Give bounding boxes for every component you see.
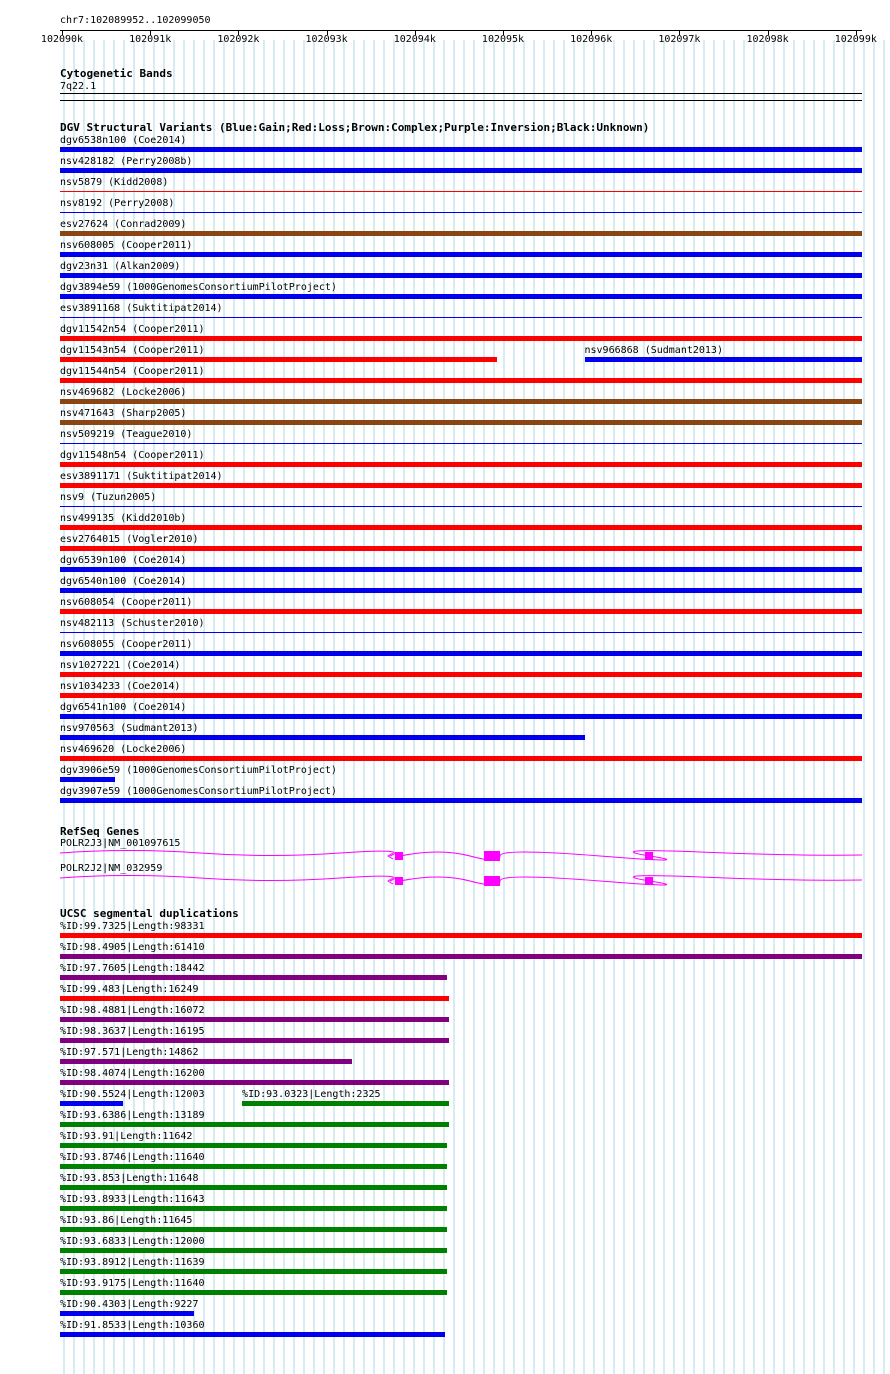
feature-label[interactable]: dgv6538n100 (Coe2014) bbox=[60, 135, 187, 146]
feature-bar[interactable] bbox=[60, 420, 862, 425]
feature-bar[interactable] bbox=[60, 1290, 447, 1295]
feature-label[interactable]: esv3891168 (Suktitipat2014) bbox=[60, 303, 223, 314]
feature-label[interactable]: %ID:90.5524|Length:12003 bbox=[60, 1089, 205, 1100]
feature-bar[interactable] bbox=[60, 252, 862, 257]
segdup-track-title[interactable]: UCSC segmental duplications bbox=[60, 907, 239, 920]
feature-label[interactable]: %ID:93.6833|Length:12000 bbox=[60, 1236, 205, 1247]
feature-bar[interactable] bbox=[60, 168, 862, 173]
feature-label[interactable]: %ID:93.0323|Length:2325 bbox=[242, 1089, 381, 1100]
feature-label[interactable]: %ID:99.7325|Length:98331 bbox=[60, 921, 205, 932]
feature-label[interactable]: %ID:98.3637|Length:16195 bbox=[60, 1026, 205, 1037]
ruler-tick-label: 102097k bbox=[658, 34, 701, 45]
feature-bar[interactable] bbox=[60, 443, 862, 444]
exon bbox=[645, 877, 653, 885]
feature-bar[interactable] bbox=[60, 798, 862, 803]
feature-label[interactable]: %ID:97.571|Length:14862 bbox=[60, 1047, 199, 1058]
feature-label[interactable]: %ID:91.8533|Length:10360 bbox=[60, 1320, 205, 1331]
feature-label[interactable]: nsv428182 (Perry2008b) bbox=[60, 156, 193, 167]
feature-label[interactable]: esv2764015 (Vogler2010) bbox=[60, 534, 199, 545]
feature-label[interactable]: dgv3894e59 (1000GenomesConsortiumPilotProject) bbox=[60, 282, 337, 293]
feature-label[interactable]: dgv11544n54 (Cooper2011) bbox=[60, 366, 205, 377]
dgv-track-title[interactable]: DGV Structural Variants (Blue:Gain;Red:Loss;Brown:Complex;Purple:Inversion;Black:Unknown) bbox=[60, 121, 650, 134]
ruler-tick-label: 102091k bbox=[129, 34, 172, 45]
feature-bar[interactable] bbox=[60, 777, 115, 782]
feature-label[interactable]: %ID:98.4905|Length:61410 bbox=[60, 942, 205, 953]
feature-bar[interactable] bbox=[60, 294, 862, 299]
feature-bar[interactable] bbox=[60, 1080, 449, 1085]
feature-label[interactable]: dgv11542n54 (Cooper2011) bbox=[60, 324, 205, 335]
feature-label[interactable]: dgv6541n100 (Coe2014) bbox=[60, 702, 187, 713]
feature-bar[interactable] bbox=[60, 954, 862, 959]
ruler-axis bbox=[60, 30, 862, 31]
feature-bar[interactable] bbox=[60, 378, 862, 383]
feature-label[interactable]: dgv3907e59 (1000GenomesConsortiumPilotProject) bbox=[60, 786, 337, 797]
feature-label[interactable]: nsv471643 (Sharp2005) bbox=[60, 408, 187, 419]
feature-bar[interactable] bbox=[60, 546, 862, 551]
feature-bar[interactable] bbox=[60, 672, 862, 677]
feature-bar[interactable] bbox=[60, 1038, 449, 1043]
feature-bar[interactable] bbox=[60, 1332, 445, 1337]
feature-bar[interactable] bbox=[60, 933, 862, 938]
feature-label[interactable]: nsv608005 (Cooper2011) bbox=[60, 240, 193, 251]
exon bbox=[645, 852, 653, 860]
feature-label[interactable]: nsv482113 (Schuster2010) bbox=[60, 618, 205, 629]
feature-bar[interactable] bbox=[60, 462, 862, 467]
ruler-tick-label: 102094k bbox=[393, 34, 436, 45]
feature-label[interactable]: %ID:93.6386|Length:13189 bbox=[60, 1110, 205, 1121]
exon bbox=[395, 852, 403, 860]
feature-label[interactable]: %ID:93.91|Length:11642 bbox=[60, 1131, 193, 1142]
feature-bar[interactable] bbox=[60, 1248, 447, 1253]
feature-label[interactable]: %ID:93.8933|Length:11643 bbox=[60, 1194, 205, 1205]
feature-label[interactable]: dgv6539n100 (Coe2014) bbox=[60, 555, 187, 566]
refseq-track-title[interactable]: RefSeq Genes bbox=[60, 825, 140, 838]
feature-label[interactable]: dgv3906e59 (1000GenomesConsortiumPilotProject) bbox=[60, 765, 337, 776]
feature-bar[interactable] bbox=[60, 231, 862, 236]
feature-label[interactable]: %ID:93.8912|Length:11639 bbox=[60, 1257, 205, 1268]
feature-label[interactable]: nsv608055 (Cooper2011) bbox=[60, 639, 193, 650]
feature-label[interactable]: %ID:99.483|Length:16249 bbox=[60, 984, 199, 995]
feature-label[interactable]: %ID:93.8746|Length:11640 bbox=[60, 1152, 205, 1163]
ruler-tick-label: 102099k bbox=[834, 34, 877, 45]
feature-label[interactable]: %ID:98.4074|Length:16200 bbox=[60, 1068, 205, 1079]
feature-bar[interactable] bbox=[60, 693, 862, 698]
feature-bar[interactable] bbox=[242, 1101, 449, 1106]
feature-bar[interactable] bbox=[60, 609, 862, 614]
feature-label[interactable]: %ID:98.4881|Length:16072 bbox=[60, 1005, 205, 1016]
feature-bar[interactable] bbox=[60, 756, 862, 761]
feature-bar[interactable] bbox=[60, 1017, 449, 1022]
feature-label[interactable]: dgv11543n54 (Cooper2011) bbox=[60, 345, 205, 356]
feature-label[interactable]: %ID:97.7605|Length:18442 bbox=[60, 963, 205, 974]
feature-bar[interactable] bbox=[60, 1185, 447, 1190]
feature-label[interactable]: nsv1034233 (Coe2014) bbox=[60, 681, 181, 692]
feature-label[interactable]: nsv1027221 (Coe2014) bbox=[60, 660, 181, 671]
feature-label[interactable]: %ID:93.853|Length:11648 bbox=[60, 1173, 199, 1184]
feature-label[interactable]: dgv23n31 (Alkan2009) bbox=[60, 261, 181, 272]
feature-bar[interactable] bbox=[60, 273, 862, 278]
feature-bar[interactable] bbox=[585, 357, 862, 362]
feature-bar[interactable] bbox=[60, 357, 497, 362]
feature-bar[interactable] bbox=[60, 975, 447, 980]
feature-bar[interactable] bbox=[60, 336, 862, 341]
position-label: chr7:102089952..102099050 bbox=[60, 15, 211, 26]
feature-bar[interactable] bbox=[60, 588, 862, 593]
cyto-band-label: 7q22.1 bbox=[60, 81, 97, 92]
feature-label[interactable]: dgv11548n54 (Cooper2011) bbox=[60, 450, 205, 461]
exon bbox=[484, 851, 500, 861]
feature-bar[interactable] bbox=[60, 525, 862, 530]
exon bbox=[484, 876, 500, 886]
feature-bar[interactable] bbox=[60, 506, 862, 507]
ruler-tick-label: 102098k bbox=[746, 34, 789, 45]
feature-bar[interactable] bbox=[60, 399, 862, 404]
feature-label[interactable]: nsv499135 (Kidd2010b) bbox=[60, 513, 187, 524]
feature-bar[interactable] bbox=[60, 735, 585, 740]
feature-label[interactable]: %ID:93.86|Length:11645 bbox=[60, 1215, 193, 1226]
ruler-tick-label: 102096k bbox=[570, 34, 613, 45]
feature-bar[interactable] bbox=[60, 1059, 352, 1064]
cyto-band-bottom bbox=[60, 100, 862, 101]
feature-label[interactable]: nsv608054 (Cooper2011) bbox=[60, 597, 193, 608]
feature-bar[interactable] bbox=[60, 212, 862, 213]
feature-bar[interactable] bbox=[60, 1311, 194, 1316]
feature-label[interactable]: nsv9 (Tuzun2005) bbox=[60, 492, 157, 503]
feature-label[interactable]: nsv469620 (Locke2006) bbox=[60, 744, 187, 755]
feature-bar[interactable] bbox=[60, 567, 862, 572]
feature-bar[interactable] bbox=[60, 1164, 447, 1169]
feature-label[interactable]: %ID:93.9175|Length:11640 bbox=[60, 1278, 205, 1289]
ruler-tick-label: 102093k bbox=[305, 34, 348, 45]
feature-label[interactable]: nsv966868 (Sudmant2013) bbox=[584, 345, 723, 356]
feature-label[interactable]: esv3891171 (Suktitipat2014) bbox=[60, 471, 223, 482]
cyto-track-title[interactable]: Cytogenetic Bands bbox=[60, 67, 173, 80]
feature-bar[interactable] bbox=[60, 1122, 449, 1127]
gene-label-polr2j2[interactable]: POLR2J2|NM_032959 bbox=[60, 863, 163, 874]
ruler-tick-label: 102092k bbox=[217, 34, 260, 45]
gene-model-polr2j3[interactable] bbox=[60, 851, 862, 862]
ruler-tick-label: 102095k bbox=[481, 34, 525, 45]
feature-label[interactable]: nsv509219 (Teague2010) bbox=[60, 429, 193, 440]
feature-label[interactable]: nsv970563 (Sudmant2013) bbox=[60, 723, 199, 734]
feature-label[interactable]: %ID:90.4303|Length:9227 bbox=[60, 1299, 199, 1310]
feature-bar[interactable] bbox=[60, 1101, 123, 1106]
exon bbox=[395, 877, 403, 885]
feature-bar[interactable] bbox=[60, 651, 862, 656]
feature-bar[interactable] bbox=[60, 317, 862, 318]
feature-bar[interactable] bbox=[60, 191, 862, 192]
feature-bar[interactable] bbox=[60, 1269, 447, 1274]
feature-bar[interactable] bbox=[60, 714, 862, 719]
feature-label[interactable]: nsv8192 (Perry2008) bbox=[60, 198, 175, 209]
ruler-tick-label: 102090k bbox=[40, 34, 84, 45]
feature-bar[interactable] bbox=[60, 632, 862, 633]
gene-label-polr2j3[interactable]: POLR2J3|NM_001097615 bbox=[60, 838, 181, 849]
feature-bar[interactable] bbox=[60, 1227, 447, 1232]
feature-label[interactable]: nsv469682 (Locke2006) bbox=[60, 387, 187, 398]
gene-model-polr2j2[interactable] bbox=[60, 876, 862, 887]
feature-label[interactable]: nsv5879 (Kidd2008) bbox=[60, 177, 169, 188]
feature-bar[interactable] bbox=[60, 147, 862, 152]
feature-bar[interactable] bbox=[60, 996, 449, 1001]
feature-bar[interactable] bbox=[60, 1143, 447, 1148]
feature-bar[interactable] bbox=[60, 483, 862, 488]
feature-bar[interactable] bbox=[60, 1206, 447, 1211]
cyto-band-top bbox=[60, 93, 862, 94]
feature-label[interactable]: dgv6540n100 (Coe2014) bbox=[60, 576, 187, 587]
feature-label[interactable]: esv27624 (Conrad2009) bbox=[60, 219, 187, 230]
